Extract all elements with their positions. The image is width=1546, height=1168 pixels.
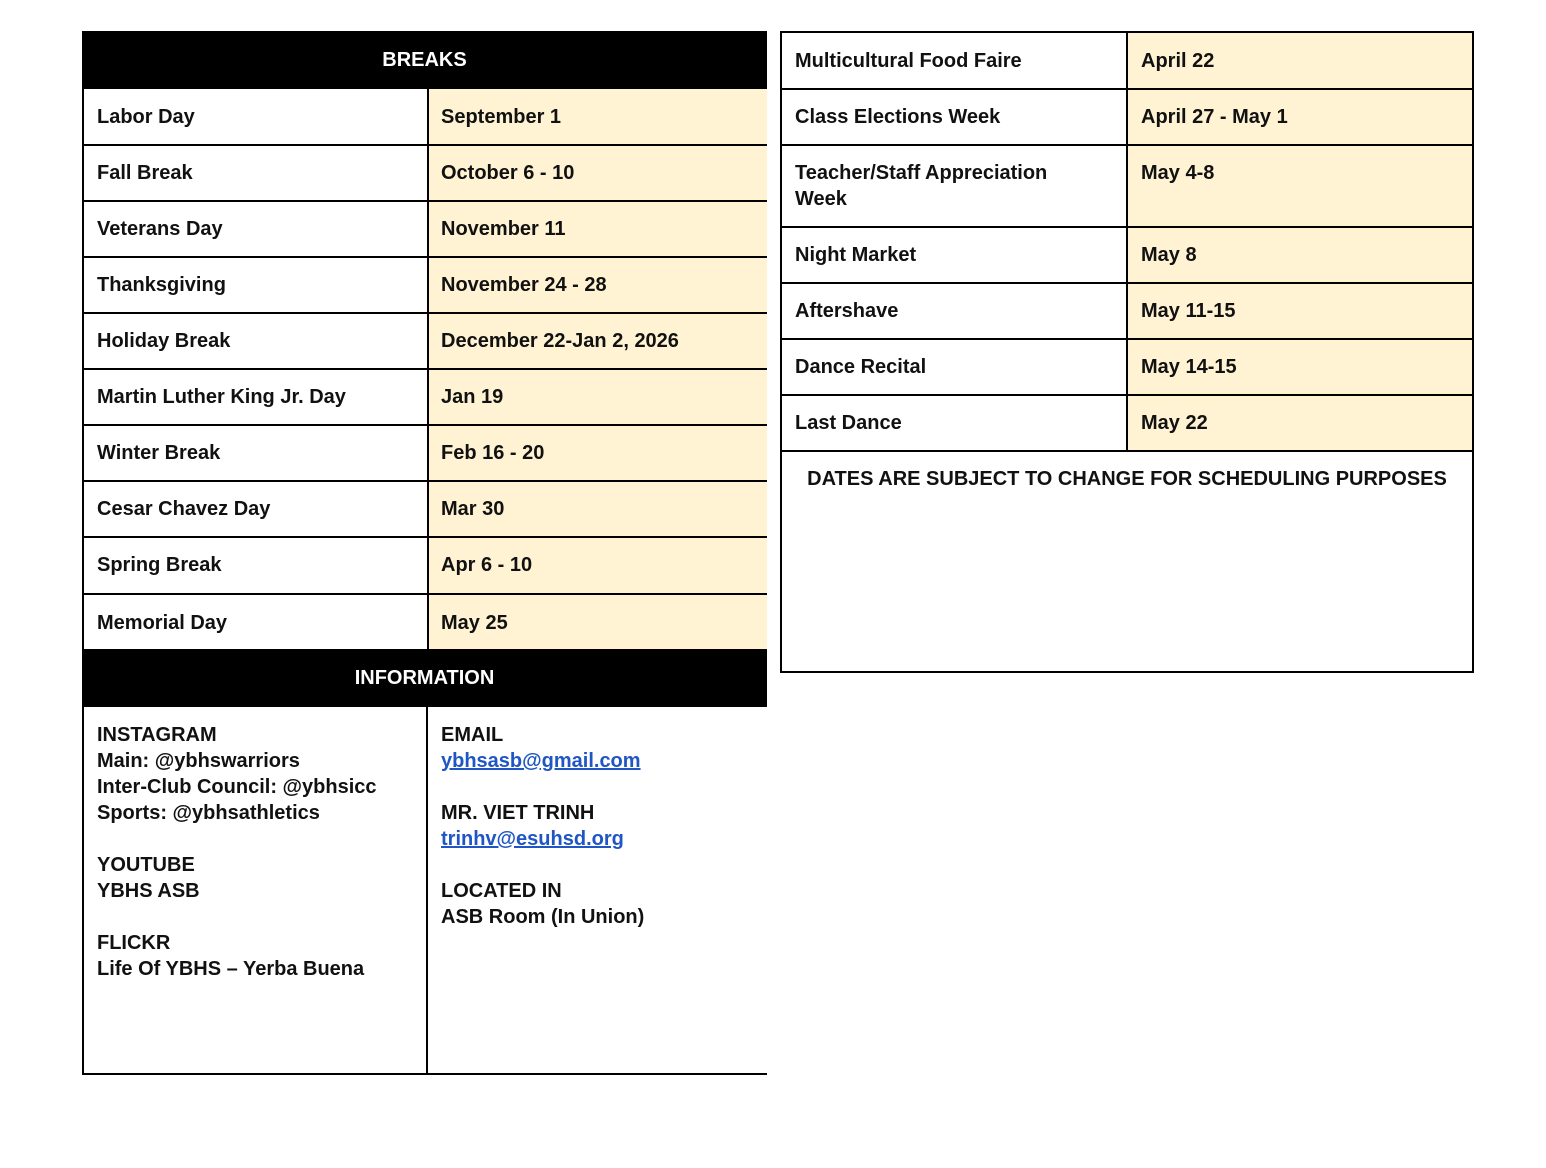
break-name: Labor Day bbox=[97, 106, 195, 128]
event-name: Class Elections Week bbox=[795, 106, 1001, 128]
break-name: Veterans Day bbox=[97, 218, 223, 240]
break-name: Fall Break bbox=[97, 162, 193, 184]
schedule-note: DATES ARE SUBJECT TO CHANGE FOR SCHEDULING PURPOSES bbox=[807, 468, 1447, 490]
grid-lines bbox=[780, 338, 1474, 340]
instagram-icc: Inter-Club Council: @ybhsicc bbox=[97, 776, 377, 798]
breaks-header-label: BREAKS bbox=[382, 49, 467, 71]
grid-lines bbox=[82, 256, 767, 258]
break-name: Cesar Chavez Day bbox=[97, 498, 271, 520]
advisor-heading: MR. VIET TRINH bbox=[441, 802, 595, 824]
advisor-email-link[interactable]: trinhv@esuhsd.org bbox=[441, 828, 624, 850]
grid-lines bbox=[82, 368, 767, 370]
event-date: April 22 bbox=[1141, 50, 1215, 72]
event-date: May 14-15 bbox=[1141, 356, 1237, 378]
grid-lines bbox=[82, 707, 84, 1075]
grid-lines bbox=[82, 593, 767, 595]
event-name: Night Market bbox=[795, 244, 917, 266]
grid-lines bbox=[82, 312, 767, 314]
break-date: Apr 6 - 10 bbox=[441, 554, 533, 576]
break-name: Martin Luther King Jr. Day bbox=[97, 386, 346, 408]
event-name: Dance Recital bbox=[795, 356, 927, 378]
break-date: Jan 19 bbox=[441, 386, 504, 408]
grid-lines bbox=[82, 536, 767, 538]
flickr-heading: FLICKR bbox=[97, 932, 171, 954]
grid-lines bbox=[82, 200, 767, 202]
event-date: May 8 bbox=[1141, 244, 1197, 266]
break-name: Thanksgiving bbox=[97, 274, 226, 296]
event-name: Teacher/Staff Appreciation Week bbox=[795, 162, 1048, 210]
youtube-value: YBHS ASB bbox=[97, 880, 200, 902]
grid-lines bbox=[82, 424, 767, 426]
information-header-label: INFORMATION bbox=[354, 667, 495, 689]
break-date: December 22-Jan 2, 2026 bbox=[441, 330, 679, 352]
grid-lines bbox=[780, 450, 1474, 452]
location-value: ASB Room (In Union) bbox=[441, 906, 645, 928]
grid-lines bbox=[1126, 31, 1128, 451]
grid-lines bbox=[780, 144, 1474, 146]
email-heading: EMAIL bbox=[441, 724, 504, 746]
grid-lines bbox=[780, 226, 1474, 228]
youtube-heading: YOUTUBE bbox=[97, 854, 195, 876]
grid-lines bbox=[780, 394, 1474, 396]
event-date: April 27 - May 1 bbox=[1141, 106, 1288, 128]
location-heading: LOCATED IN bbox=[441, 880, 562, 902]
break-date: Mar 30 bbox=[441, 498, 505, 520]
event-date: May 22 bbox=[1141, 412, 1208, 434]
grid-lines bbox=[780, 282, 1474, 284]
breaks-header bbox=[82, 31, 767, 89]
grid-lines bbox=[82, 480, 767, 482]
instagram-heading: INSTAGRAM bbox=[97, 724, 217, 746]
break-date: May 25 bbox=[441, 612, 508, 634]
grid-lines bbox=[780, 88, 1474, 90]
break-date: October 6 - 10 bbox=[441, 162, 575, 184]
grid-lines bbox=[82, 1073, 767, 1075]
event-name: Last Dance bbox=[795, 412, 902, 434]
break-name: Holiday Break bbox=[97, 330, 231, 352]
information-header bbox=[82, 649, 767, 707]
break-date: November 11 bbox=[441, 218, 566, 240]
break-date: September 1 bbox=[441, 106, 562, 128]
flickr-value: Life Of YBHS – Yerba Buena bbox=[97, 958, 365, 980]
event-date: May 4-8 bbox=[1141, 162, 1215, 184]
break-date: November 24 - 28 bbox=[441, 274, 607, 296]
break-name: Spring Break bbox=[97, 554, 222, 576]
break-name: Memorial Day bbox=[97, 612, 228, 634]
instagram-sports: Sports: @ybhsathletics bbox=[97, 802, 320, 824]
event-date: May 11-15 bbox=[1141, 300, 1236, 322]
instagram-main: Main: @ybhswarriors bbox=[97, 750, 300, 772]
break-date: Feb 16 - 20 bbox=[441, 442, 545, 464]
event-name: Multicultural Food Faire bbox=[795, 50, 1022, 72]
grid-lines bbox=[426, 707, 428, 1075]
break-name: Winter Break bbox=[97, 442, 221, 464]
event-name: Aftershave bbox=[795, 300, 899, 322]
grid-lines bbox=[82, 144, 767, 146]
email-link[interactable]: ybhsasb@gmail.com bbox=[441, 750, 641, 772]
